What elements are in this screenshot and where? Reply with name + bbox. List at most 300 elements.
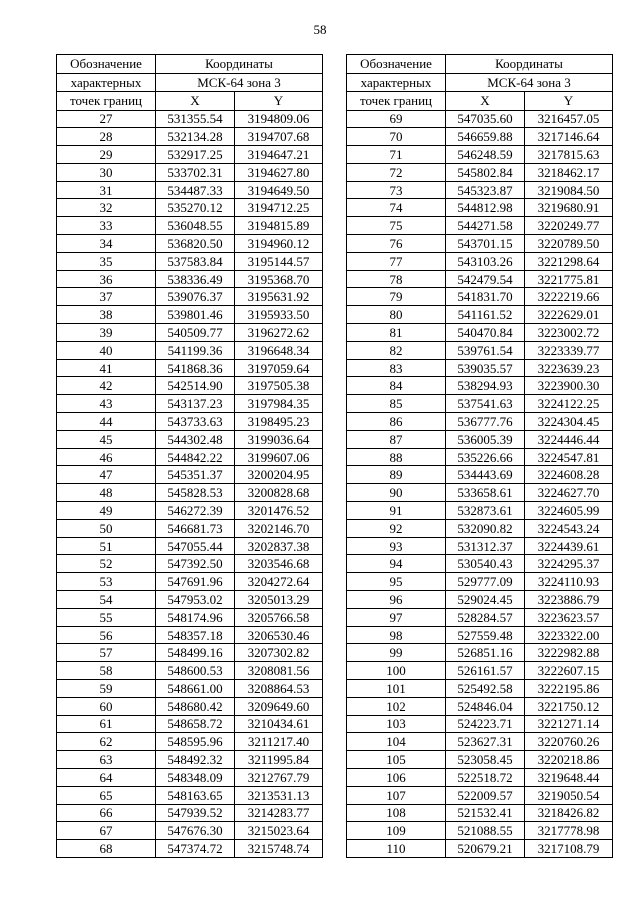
table-row (57, 768, 323, 786)
x-coordinate-cell: 531355.54 (156, 110, 235, 128)
point-id-cell: 72 (347, 163, 446, 181)
table-row (57, 733, 323, 751)
y-coordinate-cell: 3222195.86 (525, 680, 613, 698)
point-id-cell: 76 (347, 235, 446, 253)
point-id-cell: 37 (57, 288, 156, 306)
x-coordinate-cell: 543137.23 (156, 395, 235, 413)
y-coordinate-cell: 3223322.00 (525, 626, 613, 644)
y-coordinate-cell: 3194649.50 (235, 181, 323, 199)
x-coordinate-cell: 547939.52 (156, 804, 235, 822)
y-coordinate-cell: 3194627.80 (235, 163, 323, 181)
table-row (347, 288, 613, 306)
x-coordinate-cell: 532917.25 (156, 146, 235, 164)
y-coordinate-cell: 3204272.64 (235, 573, 323, 591)
point-id-cell: 78 (347, 270, 446, 288)
y-coordinate-cell: 3200828.68 (235, 484, 323, 502)
y-coordinate-cell: 3201476.52 (235, 502, 323, 520)
y-coordinate-cell: 3223900.30 (525, 377, 613, 395)
point-id-cell: 40 (57, 341, 156, 359)
x-coordinate-cell: 531312.37 (446, 537, 525, 555)
table-row (57, 697, 323, 715)
table-row (57, 288, 323, 306)
table-row (57, 804, 323, 822)
y-coordinate-cell: 3197984.35 (235, 395, 323, 413)
x-coordinate-cell: 536005.39 (446, 430, 525, 448)
x-coordinate-cell: 520679.21 (446, 840, 525, 858)
table-row (347, 306, 613, 324)
point-id-cell: 69 (347, 110, 446, 128)
point-id-cell: 61 (57, 715, 156, 733)
point-id-cell: 101 (347, 680, 446, 698)
point-header-line-1: Обозначение (347, 55, 446, 74)
coordinates-table-left (56, 54, 323, 858)
y-coordinate-cell: 3219648.44 (525, 768, 613, 786)
table-row (347, 341, 613, 359)
point-id-cell: 74 (347, 199, 446, 217)
y-coordinate-cell: 3220218.86 (525, 751, 613, 769)
y-coordinate-cell: 3195144.57 (235, 252, 323, 270)
x-coordinate-cell: 523627.31 (446, 733, 525, 751)
x-coordinate-cell: 545802.84 (446, 163, 525, 181)
table-row (347, 733, 613, 751)
point-id-cell: 55 (57, 608, 156, 626)
y-coordinate-cell: 3224608.28 (525, 466, 613, 484)
y-coordinate-cell: 3208864.53 (235, 680, 323, 698)
x-coordinate-cell: 536777.76 (446, 413, 525, 431)
x-coordinate-cell: 548661.00 (156, 680, 235, 698)
point-id-cell: 102 (347, 697, 446, 715)
point-id-cell: 99 (347, 644, 446, 662)
table-row (57, 341, 323, 359)
y-coordinate-cell: 3219084.50 (525, 181, 613, 199)
point-id-cell: 28 (57, 128, 156, 146)
x-coordinate-cell: 533658.61 (446, 484, 525, 502)
table-row (57, 252, 323, 270)
y-coordinate-cell: 3214283.77 (235, 804, 323, 822)
x-coordinate-cell: 547691.96 (156, 573, 235, 591)
y-coordinate-cell: 3221298.64 (525, 252, 613, 270)
point-id-cell: 68 (57, 840, 156, 858)
point-id-cell: 42 (57, 377, 156, 395)
y-coordinate-cell: 3222219.66 (525, 288, 613, 306)
x-coordinate-cell: 525492.58 (446, 680, 525, 698)
x-coordinate-cell: 522518.72 (446, 768, 525, 786)
point-id-cell: 105 (347, 751, 446, 769)
point-id-cell: 43 (57, 395, 156, 413)
table-row (347, 840, 613, 858)
coordinates-table-right (346, 54, 613, 858)
table-row (347, 430, 613, 448)
point-id-cell: 70 (347, 128, 446, 146)
y-coordinate-cell: 3202146.70 (235, 519, 323, 537)
x-coordinate-cell: 546272.39 (156, 502, 235, 520)
x-coordinate-cell: 537583.84 (156, 252, 235, 270)
y-coordinate-cell: 3196272.62 (235, 324, 323, 342)
y-coordinate-cell: 3223002.72 (525, 324, 613, 342)
x-coordinate-cell: 534487.33 (156, 181, 235, 199)
point-id-cell: 29 (57, 146, 156, 164)
table-row (347, 110, 613, 128)
x-coordinate-cell: 548348.09 (156, 768, 235, 786)
x-coordinate-cell: 533702.31 (156, 163, 235, 181)
point-id-cell: 97 (347, 608, 446, 626)
table-row (347, 235, 613, 253)
x-coordinate-cell: 548499.16 (156, 644, 235, 662)
point-id-cell: 106 (347, 768, 446, 786)
point-id-cell: 81 (347, 324, 446, 342)
y-coordinate-cell: 3209649.60 (235, 697, 323, 715)
y-coordinate-cell: 3210434.61 (235, 715, 323, 733)
table-row (347, 128, 613, 146)
point-id-cell: 77 (347, 252, 446, 270)
table-row (347, 644, 613, 662)
table-row (347, 181, 613, 199)
y-coordinate-cell: 3218426.82 (525, 804, 613, 822)
y-coordinate-cell: 3219050.54 (525, 786, 613, 804)
table-row (347, 395, 613, 413)
table-row (347, 448, 613, 466)
x-coordinate-cell: 532090.82 (446, 519, 525, 537)
point-id-cell: 95 (347, 573, 446, 591)
table-row (57, 270, 323, 288)
table-row (57, 591, 323, 609)
x-coordinate-cell: 547953.02 (156, 591, 235, 609)
y-coordinate-cell: 3215023.64 (235, 822, 323, 840)
y-coordinate-cell: 3222629.01 (525, 306, 613, 324)
y-coordinate-cell: 3223886.79 (525, 591, 613, 609)
point-id-cell: 82 (347, 341, 446, 359)
table-row (57, 751, 323, 769)
page-number: 58 (313, 22, 327, 37)
point-id-cell: 91 (347, 502, 446, 520)
y-coordinate-cell: 3224439.61 (525, 537, 613, 555)
point-header-line-3: точек границ (57, 92, 156, 111)
table-row (347, 270, 613, 288)
point-id-cell: 44 (57, 413, 156, 431)
table-row (57, 181, 323, 199)
x-coordinate-cell: 544842.22 (156, 448, 235, 466)
y-coordinate-cell: 3224295.37 (525, 555, 613, 573)
x-coordinate-cell: 524223.71 (446, 715, 525, 733)
y-coordinate-cell: 3221271.14 (525, 715, 613, 733)
table-row (347, 786, 613, 804)
point-id-cell: 54 (57, 591, 156, 609)
point-id-cell: 90 (347, 484, 446, 502)
table-row (347, 252, 613, 270)
y-coordinate-cell: 3208081.56 (235, 662, 323, 680)
x-coordinate-cell: 536048.55 (156, 217, 235, 235)
x-coordinate-cell: 535270.12 (156, 199, 235, 217)
point-id-cell: 89 (347, 466, 446, 484)
point-id-cell: 27 (57, 110, 156, 128)
table-row (57, 430, 323, 448)
y-coordinate-cell: 3212767.79 (235, 768, 323, 786)
coords-header-line-1: Координаты (156, 55, 323, 74)
point-id-cell: 33 (57, 217, 156, 235)
table-row (347, 822, 613, 840)
table-row (57, 484, 323, 502)
table-row (347, 146, 613, 164)
x-coordinate-cell: 547035.60 (446, 110, 525, 128)
point-id-cell: 67 (57, 822, 156, 840)
table-row (57, 163, 323, 181)
x-coordinate-cell: 535226.66 (446, 448, 525, 466)
x-coordinate-cell: 543103.26 (446, 252, 525, 270)
point-id-cell: 41 (57, 359, 156, 377)
table-row (57, 377, 323, 395)
table-row (57, 448, 323, 466)
x-coordinate-cell: 547676.30 (156, 822, 235, 840)
point-id-cell: 38 (57, 306, 156, 324)
y-coordinate-cell: 3200204.95 (235, 466, 323, 484)
y-coordinate-cell: 3202837.38 (235, 537, 323, 555)
x-coordinate-cell: 544271.58 (446, 217, 525, 235)
x-coordinate-cell: 528284.57 (446, 608, 525, 626)
coordinates-table-body-left (57, 110, 323, 857)
y-coordinate-cell: 3194815.89 (235, 217, 323, 235)
y-coordinate-cell: 3217108.79 (525, 840, 613, 858)
table-row (57, 146, 323, 164)
point-id-cell: 32 (57, 199, 156, 217)
x-coordinate-cell: 547374.72 (156, 840, 235, 858)
point-header-line-3: точек границ (347, 92, 446, 111)
table-row (347, 573, 613, 591)
coordinates-table-body-right (347, 110, 613, 857)
point-id-cell: 96 (347, 591, 446, 609)
x-coordinate-cell: 545323.87 (446, 181, 525, 199)
table-row (347, 626, 613, 644)
x-coordinate-cell: 541161.52 (446, 306, 525, 324)
x-coordinate-cell: 526851.16 (446, 644, 525, 662)
y-coordinate-cell: 3211217.40 (235, 733, 323, 751)
y-coordinate-cell: 3207302.82 (235, 644, 323, 662)
table-row (57, 466, 323, 484)
table-row (57, 626, 323, 644)
x-coordinate-cell: 541868.36 (156, 359, 235, 377)
point-id-cell: 73 (347, 181, 446, 199)
point-id-cell: 94 (347, 555, 446, 573)
point-id-cell: 46 (57, 448, 156, 466)
point-id-cell: 85 (347, 395, 446, 413)
table-row (57, 502, 323, 520)
table-row (347, 537, 613, 555)
x-coordinate-cell: 548492.32 (156, 751, 235, 769)
table-row (347, 377, 613, 395)
x-coordinate-cell: 542479.54 (446, 270, 525, 288)
table-row (347, 413, 613, 431)
table-row (57, 680, 323, 698)
x-coordinate-cell: 542514.90 (156, 377, 235, 395)
y-coordinate-cell: 3211995.84 (235, 751, 323, 769)
point-id-cell: 50 (57, 519, 156, 537)
point-id-cell: 100 (347, 662, 446, 680)
x-coordinate-cell: 547055.44 (156, 537, 235, 555)
x-coordinate-cell: 548163.65 (156, 786, 235, 804)
y-coordinate-cell: 3224547.81 (525, 448, 613, 466)
x-coordinate-cell: 530540.43 (446, 555, 525, 573)
y-coordinate-cell: 3224304.45 (525, 413, 613, 431)
y-coordinate-cell: 3224543.24 (525, 519, 613, 537)
y-coordinate-cell: 3216457.05 (525, 110, 613, 128)
point-id-cell: 39 (57, 324, 156, 342)
table-row (347, 680, 613, 698)
x-coordinate-cell: 521532.41 (446, 804, 525, 822)
x-coordinate-cell: 521088.55 (446, 822, 525, 840)
table-row (57, 110, 323, 128)
table-row (347, 359, 613, 377)
point-id-cell: 87 (347, 430, 446, 448)
point-id-cell: 59 (57, 680, 156, 698)
point-id-cell: 60 (57, 697, 156, 715)
table-row (347, 608, 613, 626)
y-coordinate-cell: 3217146.64 (525, 128, 613, 146)
y-coordinate-cell: 3205766.58 (235, 608, 323, 626)
point-id-cell: 30 (57, 163, 156, 181)
x-coordinate-cell: 524846.04 (446, 697, 525, 715)
x-coordinate-cell: 536820.50 (156, 235, 235, 253)
table-row (347, 519, 613, 537)
x-coordinate-cell: 548595.96 (156, 733, 235, 751)
y-coordinate-cell: 3196648.34 (235, 341, 323, 359)
x-coordinate-cell: 546248.59 (446, 146, 525, 164)
y-coordinate-cell: 3194707.68 (235, 128, 323, 146)
coords-header-line-2: МСК-64 зона 3 (156, 73, 323, 92)
table-row (57, 715, 323, 733)
y-coordinate-cell: 3224605.99 (525, 502, 613, 520)
point-id-cell: 75 (347, 217, 446, 235)
point-header-line-2: характерных (347, 73, 446, 92)
point-id-cell: 58 (57, 662, 156, 680)
table-row (347, 768, 613, 786)
y-coordinate-cell: 3217778.98 (525, 822, 613, 840)
x-coordinate-cell: 540470.84 (446, 324, 525, 342)
x-coordinate-cell: 539801.46 (156, 306, 235, 324)
y-coordinate-cell: 3199036.64 (235, 430, 323, 448)
point-header-line-2: характерных (57, 73, 156, 92)
table-row (57, 235, 323, 253)
table-row (57, 555, 323, 573)
y-coordinate-cell: 3194712.25 (235, 199, 323, 217)
table-row (347, 466, 613, 484)
point-id-cell: 71 (347, 146, 446, 164)
y-coordinate-cell: 3195368.70 (235, 270, 323, 288)
point-id-cell: 98 (347, 626, 446, 644)
y-coordinate-cell: 3224122.25 (525, 395, 613, 413)
y-coordinate-cell: 3206530.46 (235, 626, 323, 644)
x-coordinate-cell: 526161.57 (446, 662, 525, 680)
x-coordinate-cell: 532134.28 (156, 128, 235, 146)
x-header: X (446, 92, 525, 111)
point-id-cell: 47 (57, 466, 156, 484)
table-row (347, 555, 613, 573)
point-id-cell: 34 (57, 235, 156, 253)
y-coordinate-cell: 3223623.57 (525, 608, 613, 626)
point-id-cell: 84 (347, 377, 446, 395)
point-id-cell: 63 (57, 751, 156, 769)
x-coordinate-cell: 545828.53 (156, 484, 235, 502)
y-coordinate-cell: 3213531.13 (235, 786, 323, 804)
y-coordinate-cell: 3220249.77 (525, 217, 613, 235)
y-header: Y (235, 92, 323, 111)
point-id-cell: 79 (347, 288, 446, 306)
table-row (347, 662, 613, 680)
x-coordinate-cell: 547392.50 (156, 555, 235, 573)
table-row (57, 395, 323, 413)
point-id-cell: 64 (57, 768, 156, 786)
table-row (347, 591, 613, 609)
x-coordinate-cell: 541199.36 (156, 341, 235, 359)
table-row (347, 715, 613, 733)
table-row (57, 537, 323, 555)
x-coordinate-cell: 543701.15 (446, 235, 525, 253)
point-id-cell: 88 (347, 448, 446, 466)
y-coordinate-cell: 3198495.23 (235, 413, 323, 431)
x-coordinate-cell: 538336.49 (156, 270, 235, 288)
y-coordinate-cell: 3220789.50 (525, 235, 613, 253)
table-row (57, 359, 323, 377)
y-coordinate-cell: 3222607.15 (525, 662, 613, 680)
table-row (57, 786, 323, 804)
x-coordinate-cell: 522009.57 (446, 786, 525, 804)
table-row (347, 324, 613, 342)
point-id-cell: 65 (57, 786, 156, 804)
point-id-cell: 108 (347, 804, 446, 822)
x-header: X (156, 92, 235, 111)
point-id-cell: 104 (347, 733, 446, 751)
x-coordinate-cell: 538294.93 (446, 377, 525, 395)
y-coordinate-cell: 3195631.92 (235, 288, 323, 306)
point-id-cell: 80 (347, 306, 446, 324)
table-row (57, 662, 323, 680)
table-row (347, 697, 613, 715)
x-coordinate-cell: 537541.63 (446, 395, 525, 413)
table-row (347, 199, 613, 217)
x-coordinate-cell: 539761.54 (446, 341, 525, 359)
point-id-cell: 66 (57, 804, 156, 822)
x-coordinate-cell: 523058.45 (446, 751, 525, 769)
x-coordinate-cell: 548357.18 (156, 626, 235, 644)
y-coordinate-cell: 3199607.06 (235, 448, 323, 466)
x-coordinate-cell: 534443.69 (446, 466, 525, 484)
point-id-cell: 62 (57, 733, 156, 751)
y-coordinate-cell: 3194647.21 (235, 146, 323, 164)
point-id-cell: 92 (347, 519, 446, 537)
y-coordinate-cell: 3197505.38 (235, 377, 323, 395)
x-coordinate-cell: 548174.96 (156, 608, 235, 626)
table-row (57, 573, 323, 591)
x-coordinate-cell: 539035.57 (446, 359, 525, 377)
point-id-cell: 110 (347, 840, 446, 858)
point-id-cell: 53 (57, 573, 156, 591)
table-row (347, 484, 613, 502)
y-coordinate-cell: 3217815.63 (525, 146, 613, 164)
y-coordinate-cell: 3221775.81 (525, 270, 613, 288)
coords-header-line-2: МСК-64 зона 3 (446, 73, 613, 92)
y-coordinate-cell: 3223639.23 (525, 359, 613, 377)
x-coordinate-cell: 548600.53 (156, 662, 235, 680)
y-coordinate-cell: 3195933.50 (235, 306, 323, 324)
y-coordinate-cell: 3224446.44 (525, 430, 613, 448)
point-id-cell: 35 (57, 252, 156, 270)
point-id-cell: 52 (57, 555, 156, 573)
point-id-cell: 48 (57, 484, 156, 502)
x-coordinate-cell: 541831.70 (446, 288, 525, 306)
point-id-cell: 109 (347, 822, 446, 840)
y-coordinate-cell: 3205013.29 (235, 591, 323, 609)
y-coordinate-cell: 3223339.77 (525, 341, 613, 359)
table-row (347, 163, 613, 181)
table-row (57, 822, 323, 840)
